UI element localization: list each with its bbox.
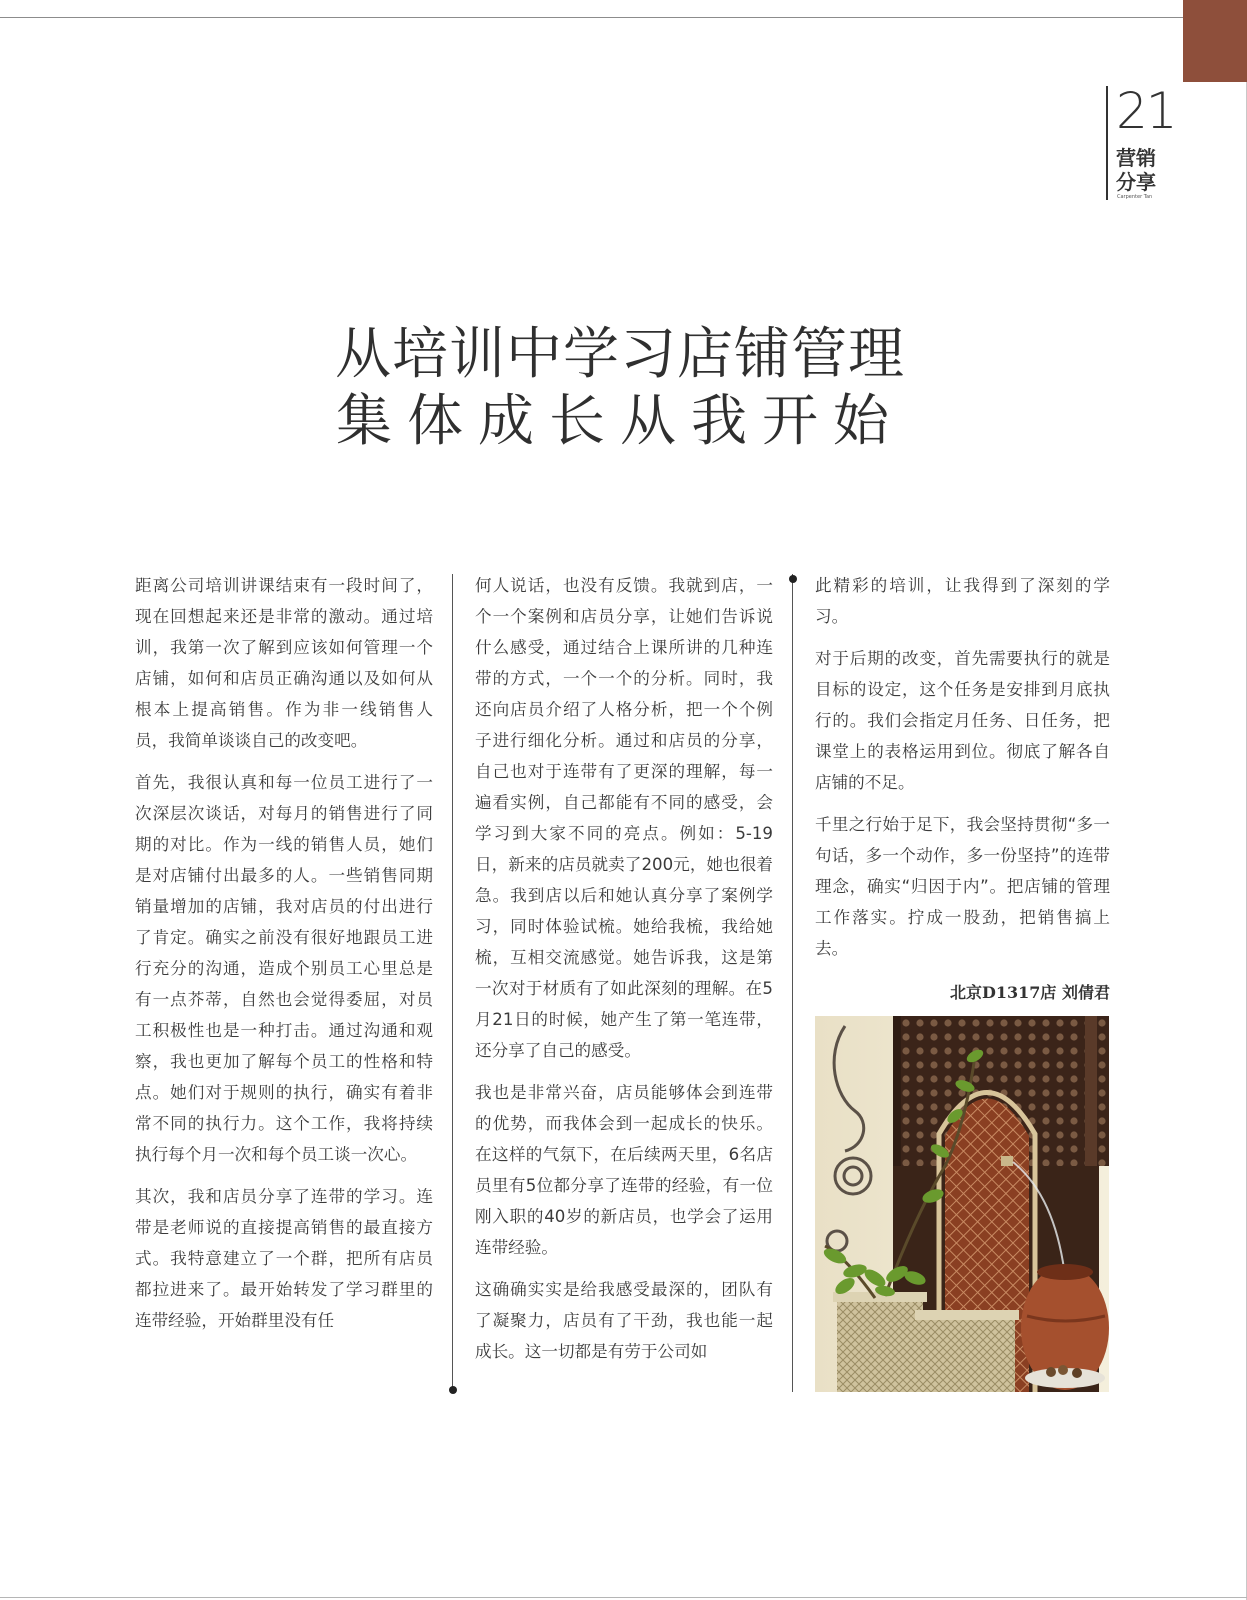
paragraph: 其次，我和店员分享了连带的学习。连带是老师说的直接提高销售的最直接方式。我特意建立了一个群，把所有店员都拉进来了。最开始转发了学习群里的连带经验，开始群里没有任	[135, 1187, 433, 1330]
paragraph: 首先，我很认真和每一位员工进行了一次深层次谈话，对每月的销售进行了同期的对比。作为一线的销售人员，她们是对店铺付出最多的人。一些销售同期销量增加的店铺，我对店员的付出进行了肯定。确实之前没有很好地跟员工进行充分的沟通，造成个别员工心里总是有一点芥蒂，自然也会觉得委屈，对员工积极性也是一种打击。通过沟通和观察，我也更加了解每个员工的性格和特点。她们对于规则的执行，确实有着非常不同的执行力。这个工作，我将持续执行每个月一次和每个员工谈一次心。	[135, 773, 433, 1164]
section-label-english: Carpenter Tan	[1117, 194, 1153, 200]
column-divider	[452, 574, 453, 1392]
divider-dot	[449, 1386, 457, 1394]
bottom-rule	[0, 1597, 1247, 1598]
paragraph: 对于后期的改变，首先需要执行的就是目标的设定，这个任务是安排到月底执行的。我们会指定月任务、日任务，把课堂上的表格运用到位。彻底了解各自店铺的不足。	[815, 649, 1110, 792]
divider-dot	[789, 575, 797, 583]
photo-illustration	[815, 1016, 1109, 1392]
paragraph: 距离公司培训讲课结束有一段时间了，现在回想起来还是非常的激动。通过培训，我第一次了解到应该如何管理一个店铺，如何和店员正确沟通以及如何从根本上提高销售。作为非一线销售人员，我简单谈谈自己的改变吧。	[135, 576, 433, 750]
article-title-line1: 从培训中学习店铺管理	[335, 322, 905, 387]
page-number: 21	[1116, 82, 1176, 140]
paragraph: 我也是非常兴奋，店员能够体会到连带的优势，而我体会到一起成长的快乐。在这样的气氛下，在后续两天里，6名店员里有5位都分享了连带的经验，有一位刚入职的40岁的新店员，也学会了运用连带经验。	[475, 1083, 773, 1257]
author-signature: 北京D1317店 刘倩君	[950, 983, 1110, 1002]
page-header-badge	[1106, 82, 1176, 202]
paragraph: 何人说话，也没有反馈。我就到店，一个一个案例和店员分享，让她们告诉说什么感受，通过结合上课所讲的几种连带的方式，一个一个的分析。同时，我还向店员介绍了人格分析，把一个个例子进行细化分析。通过和店员的分享，自己也对于连带有了更深的理解，每一遍看实例，自己都能有不同的感受，会学习到大家不同的亮点。例如：5-19日，新来的店员就卖了200元，她也很着急。我到店以后和她认真分享了案例学习，同时体验试梳。她给我梳，我给她梳，互相交流感觉。她告诉我，这是第一次对于材质有了如此深刻的理解。在5月21日的时候，她产生了第一笔连带，还分享了自己的感受。	[475, 576, 773, 1060]
section-label-line1: 营销	[1116, 146, 1156, 170]
corner-color-tab	[1183, 0, 1247, 82]
column-divider	[792, 574, 793, 1392]
paragraph: 千里之行始于足下，我会坚持贯彻“多一句话，多一个动作，多一份坚持”的连带理念，确实“归因于内”。把店铺的管理工作落实。拧成一股劲，把销售搞上去。	[815, 815, 1110, 958]
paragraph: 这确确实实是给我感受最深的，团队有了凝聚力，店员有了干劲，我也能一起成长。这一切都是有劳于公司如	[475, 1280, 773, 1361]
text-column-1	[135, 570, 433, 1347]
section-label-line2: 分享	[1116, 170, 1156, 194]
text-column-2	[475, 570, 773, 1378]
header-vertical-line	[1106, 86, 1108, 200]
paragraph: 此精彩的培训，让我得到了深刻的学习。	[815, 576, 1110, 626]
top-rule	[0, 17, 1183, 18]
text-column-3	[815, 570, 1110, 975]
article-title-line2: 集体成长从我开始	[336, 389, 904, 454]
courtyard-fountain-photo	[815, 1016, 1109, 1392]
